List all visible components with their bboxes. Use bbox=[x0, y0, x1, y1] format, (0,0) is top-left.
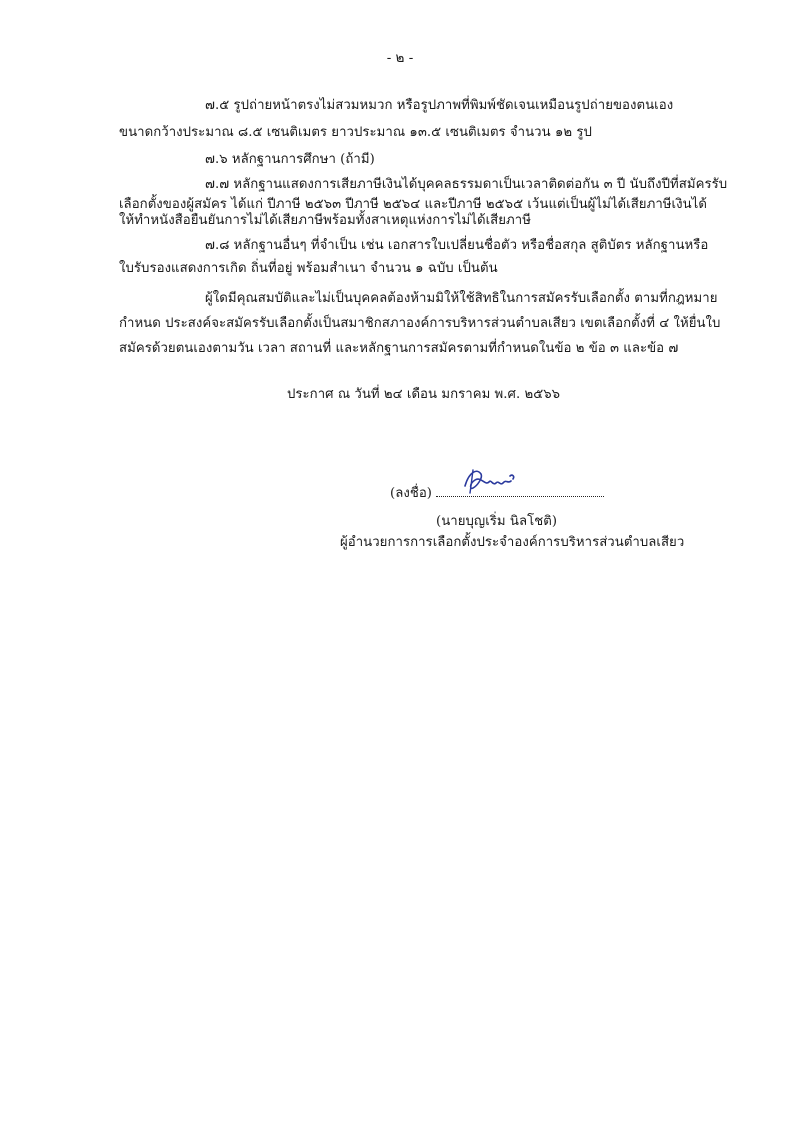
signer-name: (นายบุญเริ่ม นิลโชติ) bbox=[436, 514, 558, 529]
page-number: - ๒ - bbox=[386, 50, 414, 66]
item-7-8-line-2: ใบรับรองแสดงการเกิด ถิ่นที่อยู่ พร้อมสำเนา จำนวน ๑ ฉบับ เป็นต้น bbox=[119, 261, 498, 276]
announcement-date: ประกาศ ณ วันที่ ๒๔ เดือน มกราคม พ.ศ. ๒๕๖๖ bbox=[287, 387, 561, 402]
item-7-7-line-3: ให้ทำหนังสือยืนยันการไม่ได้เสียภาษีพร้อมทั้งสาเหตุแห่งการไม่ได้เสียภาษี bbox=[119, 213, 531, 228]
item-7-5-line-2: ขนาดกว้างประมาณ ๘.๕ เซนติเมตร ยาวประมาณ ๑๓.๕ เซนติเมตร จำนวน ๑๒ รูป bbox=[119, 125, 592, 140]
item-7-6-line-1: ๗.๖ หลักฐานการศึกษา (ถ้ามี) bbox=[205, 152, 375, 167]
paragraph-line-2: กำหนด ประสงค์จะสมัครรับเลือกตั้งเป็นสมาชิกสภาองค์การบริหารส่วนตำบลเสียว เขตเลือกตั้งที่ ๔ ให้ยื่นใบ bbox=[119, 316, 721, 331]
item-7-7-line-1: ๗.๗ หลักฐานแสดงการเสียภาษีเงินได้บุคคลธรรมดาเป็นเวลาติดต่อกัน ๓ ปี นับถึงปีที่สมัครรับ bbox=[205, 177, 728, 192]
item-7-5-line-1: ๗.๕ รูปถ่ายหน้าตรงไม่สวมหมวก หรือรูปภาพที่พิมพ์ชัดเจนเหมือนรูปถ่ายของตนเอง bbox=[205, 98, 674, 113]
item-7-7-line-2: เลือกตั้งของผู้สมัคร ได้แก่ ปีภาษี ๒๕๖๓ ปีภาษี ๒๕๖๔ และปีภาษี ๒๕๖๕ เว้นแต่เป็นผู้ไม่ได้เสียภาษีเงินได้ bbox=[119, 197, 707, 212]
item-7-8-line-1: ๗.๘ หลักฐานอื่นๆ ที่จำเป็น เช่น เอกสารใบเปลี่ยนชื่อตัว หรือชื่อสกุล สูติบัตร หลักฐานหรือ bbox=[205, 238, 709, 253]
paragraph-line-1: ผู้ใดมีคุณสมบัติและไม่เป็นบุคคลต้องห้ามมิให้ใช้สิทธิในการสมัครรับเลือกตั้ง ตามที่กฎหมาย bbox=[205, 291, 718, 306]
signer-position: ผู้อำนวยการการเลือกตั้งประจำองค์การบริหารส่วนตำบลเสียว bbox=[340, 535, 685, 550]
sign-label: (ลงชื่อ) bbox=[390, 486, 432, 501]
paragraph-line-3: สมัครด้วยตนเองตามวัน เวลา สถานที่ และหลักฐานการสมัครตามที่กำหนดในข้อ ๒ ข้อ ๓ และข้อ ๗ bbox=[119, 341, 679, 356]
signature-line bbox=[390, 484, 604, 504]
signature-dotted-line bbox=[436, 484, 604, 497]
